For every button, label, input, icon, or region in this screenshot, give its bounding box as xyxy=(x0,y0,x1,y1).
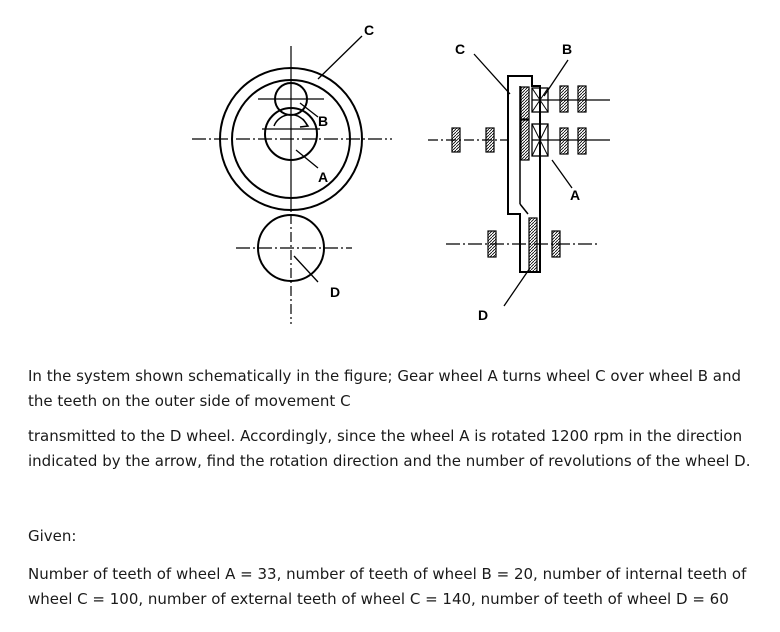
wheel-a-teeth xyxy=(521,120,529,160)
problem-paragraph-1: In the system shown schematically in the figure; Gear wheel A turns wheel C over wheel B and the teeth on the outer side of movement C xyxy=(28,367,742,410)
side-label-b: B xyxy=(562,41,573,57)
side-label-c: C xyxy=(455,41,466,57)
wheel-d-teeth xyxy=(529,218,537,272)
given-heading: Given: xyxy=(28,527,77,545)
front-view xyxy=(192,36,392,324)
front-label-a: A xyxy=(318,169,329,185)
front-label-b: B xyxy=(318,113,329,129)
given-values: Number of teeth of wheel A = 33, number of teeth of wheel B = 20, number of internal teeth of wheel C = 100, number of external teeth of wheel C = 140, number of teeth of wheel D = 60 xyxy=(28,565,747,608)
center-lines xyxy=(192,46,392,324)
side-view xyxy=(428,54,610,306)
front-label-d: D xyxy=(330,284,341,300)
front-label-c: C xyxy=(364,22,375,38)
wheel-c-teeth-upper xyxy=(521,87,529,119)
side-label-a: A xyxy=(570,187,581,203)
side-label-d: D xyxy=(478,307,489,323)
problem-paragraph-2: transmitted to the D wheel. Accordingly, since the wheel A is rotated 1200 rpm in the direction indicated by the arrow, find the rotation direction and the number of revolutions of the wheel D. xyxy=(28,427,751,470)
